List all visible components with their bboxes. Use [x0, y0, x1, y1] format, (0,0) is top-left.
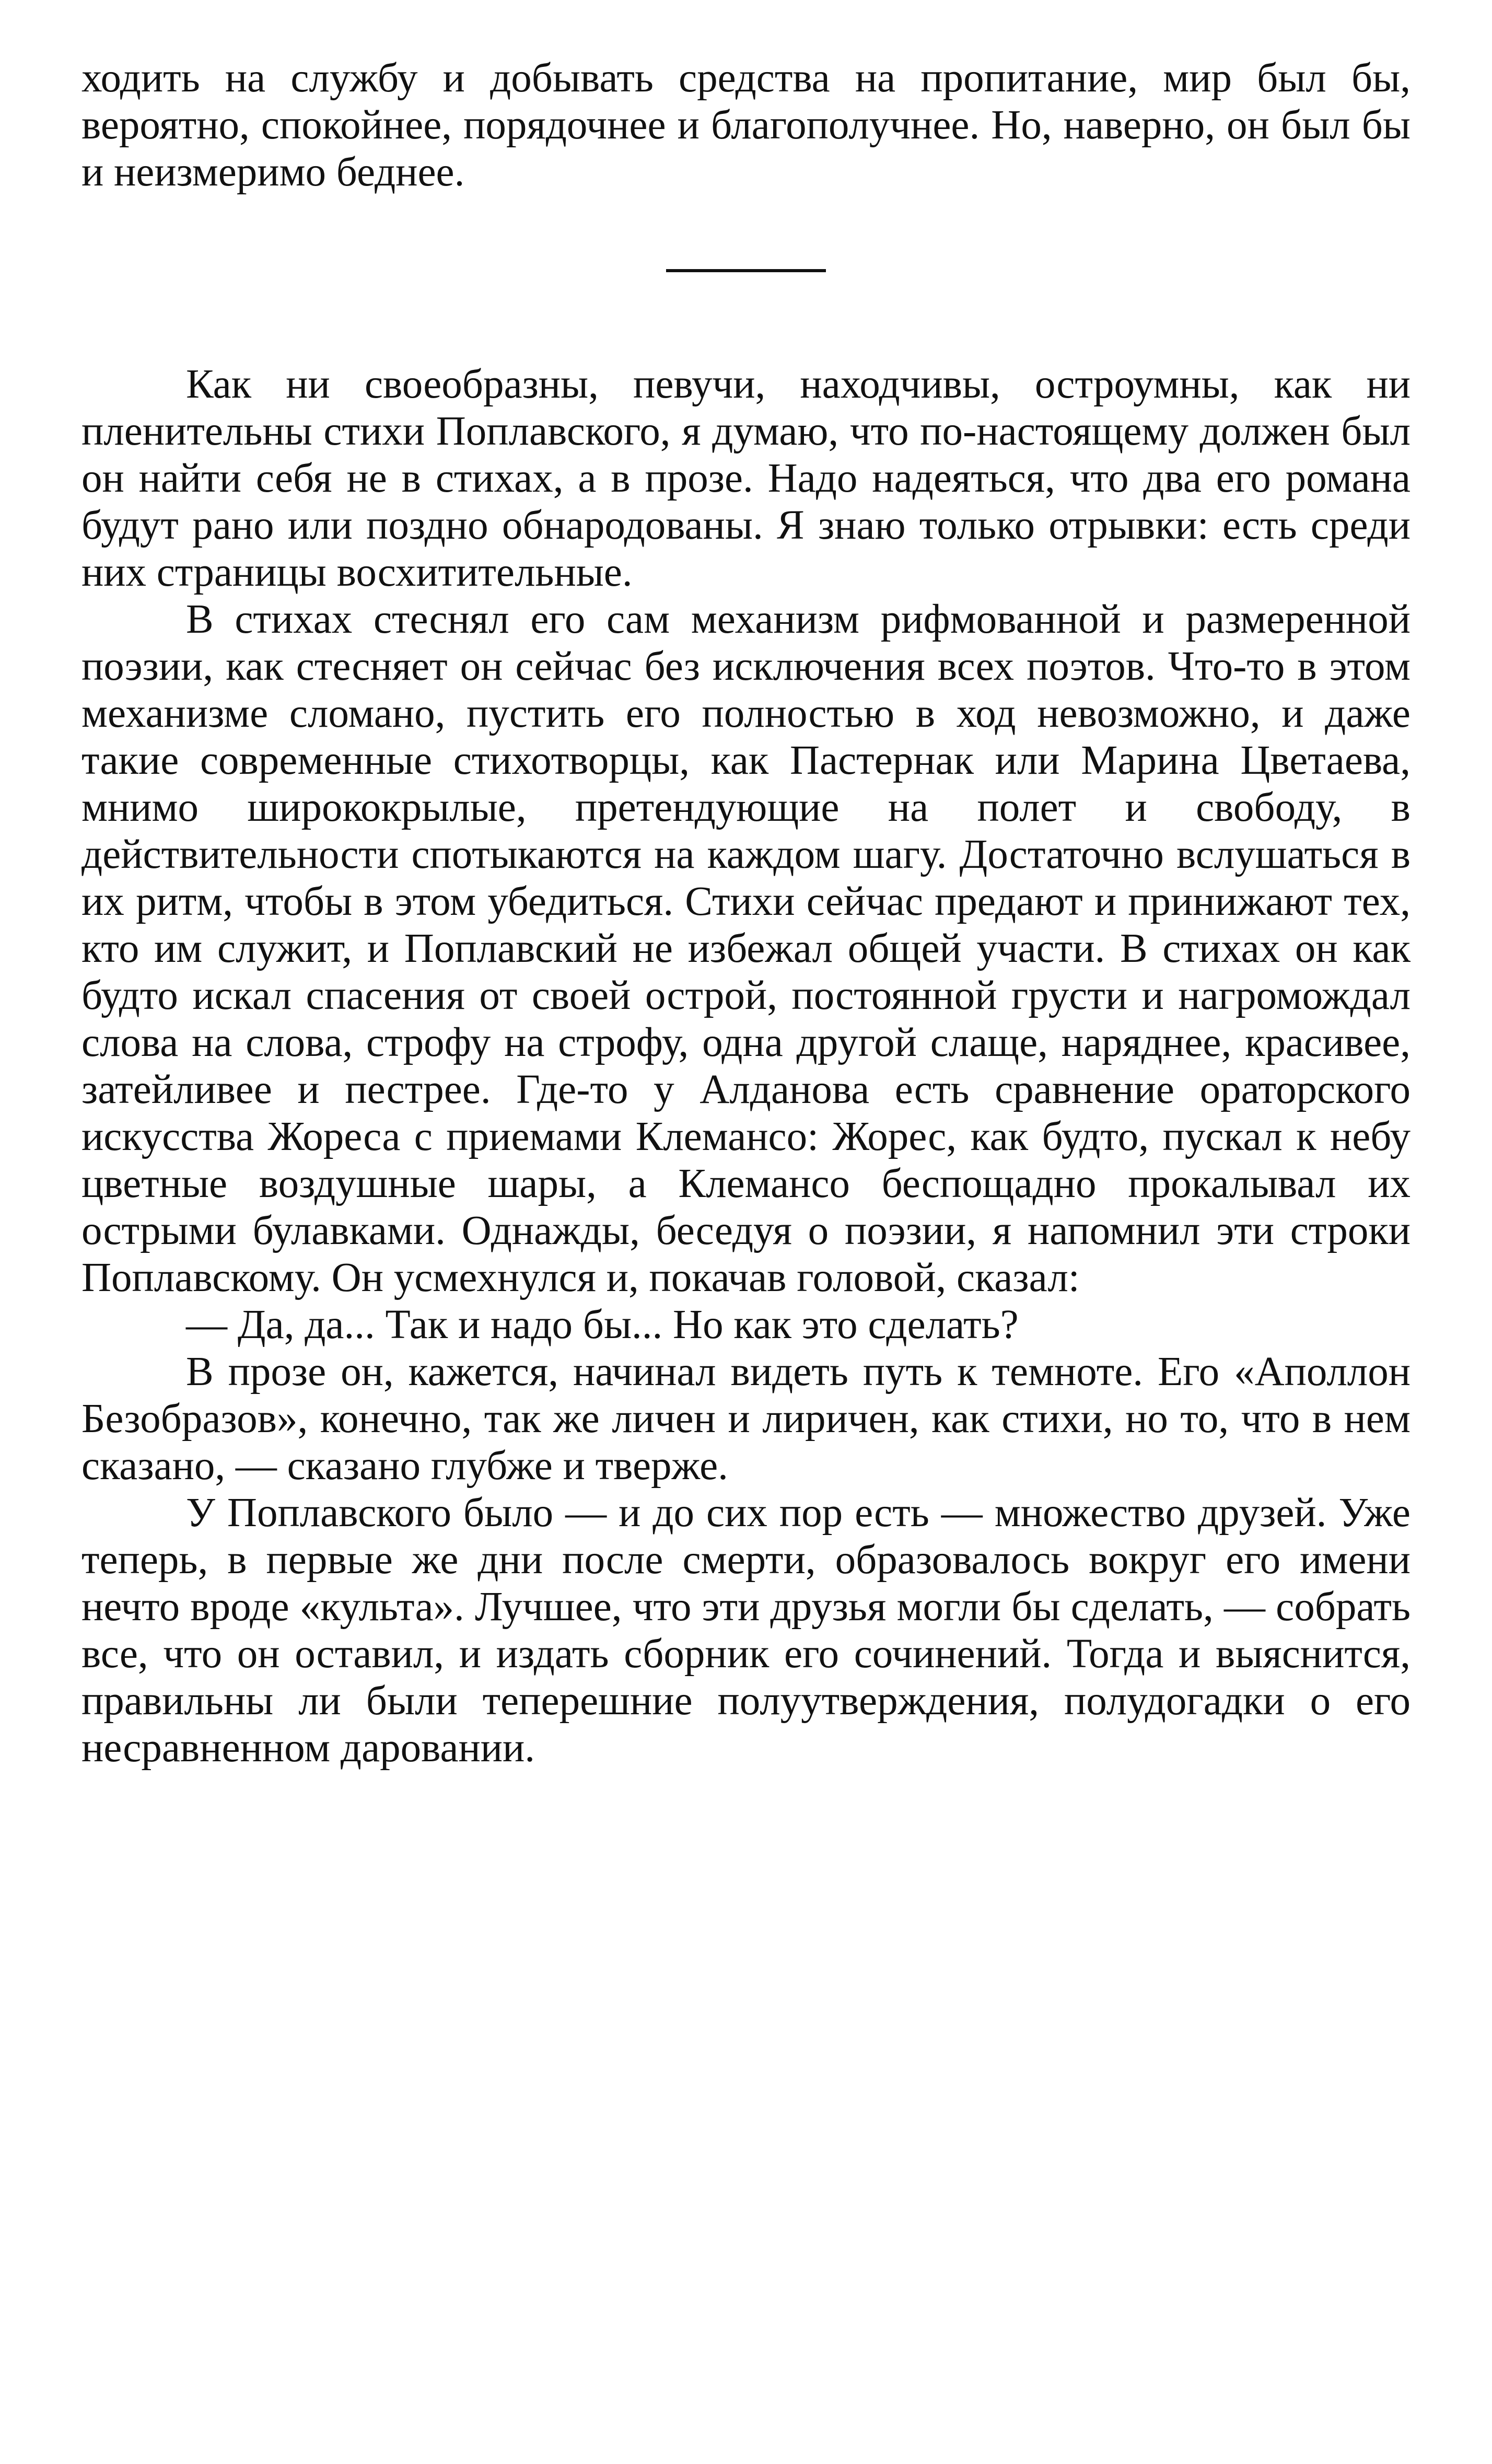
paragraph-4: В прозе он, кажется, начинал видеть путь к темноте. Его «Аполлон Безобразов», конечно, так же личен и лиричен, как стихи, но то, что в нем сказано, — сказано глубже и тверже. — [81, 1349, 1411, 1489]
paragraph-1: Как ни своеобразны, певучи, находчивы, остроумны, как ни пленительны стихи Поплавского, я думаю, что по-настоящему должен был он найти себя не в стихах, а в прозе. Надо надеяться, что два его романа будут рано или поздно обнародованы. Я знаю только отрывки: есть среди них страницы восхитительные. — [81, 362, 1411, 595]
paragraph-3-dialogue: — Да, да... Так и надо бы... Но как это сделать? — [186, 1302, 1019, 1347]
page-text — [81, 55, 1411, 1772]
section-separator — [666, 269, 826, 272]
opening-paragraph: ходить на службу и добывать средства на пропитание, мир был бы, вероятно, спокойнее, порядочнее и благополучнее. Но, наверно, он был бы и неизмеримо беднее. — [81, 55, 1411, 195]
paragraph-2: В стихах стеснял его сам механизм рифмованной и размеренной поэзии, как стесняет он сейчас без исключения всех поэтов. Что-то в этом механизме сломано, пустить его полностью в ход невозможно, и даже такие современные стихотворцы, как Пастернак или Марина Цветаева, мнимо ширококрылые, претендующие на полет и свободу, в действительности спотыкаются на каждом шагу. Достаточно вслушаться в их ритм, чтобы в этом убедиться. Стихи сейчас предают и принижают тех, кто им служит, и Поплавский не избежал общей участи. В стихах он как будто искал спасения от своей острой, постоянной грусти и нагромождал слова на слова, строфу на строфу, одна другой слаще, наряднее, красивее, затейливее и пестрее. Где-то у Алданова есть сравнение ораторского искусства Жореса с приемами Клемансо: Жорес, как будто, пускал к небу цветные воздушные шары, а Клемансо беспощадно прокалывал их острыми булавками. Однажды, беседуя о поэзии, я напомнил эти строки Поплавскому. Он усмехнулся и, покачав головой, сказал: — [81, 597, 1411, 1300]
paragraph-5: У Поплавского было — и до сих пор есть — множество друзей. Уже теперь, в первые же дни после смерти, образовалось вокруг его имени нечто вроде «культа». Лучшее, что эти друзья могли бы сделать, — собрать все, что он оставил, и издать сборник его сочинений. Тогда и выяснится, правильны ли были теперешние полуутверждения, полудогадки о его несравненном даровании. — [81, 1490, 1411, 1771]
